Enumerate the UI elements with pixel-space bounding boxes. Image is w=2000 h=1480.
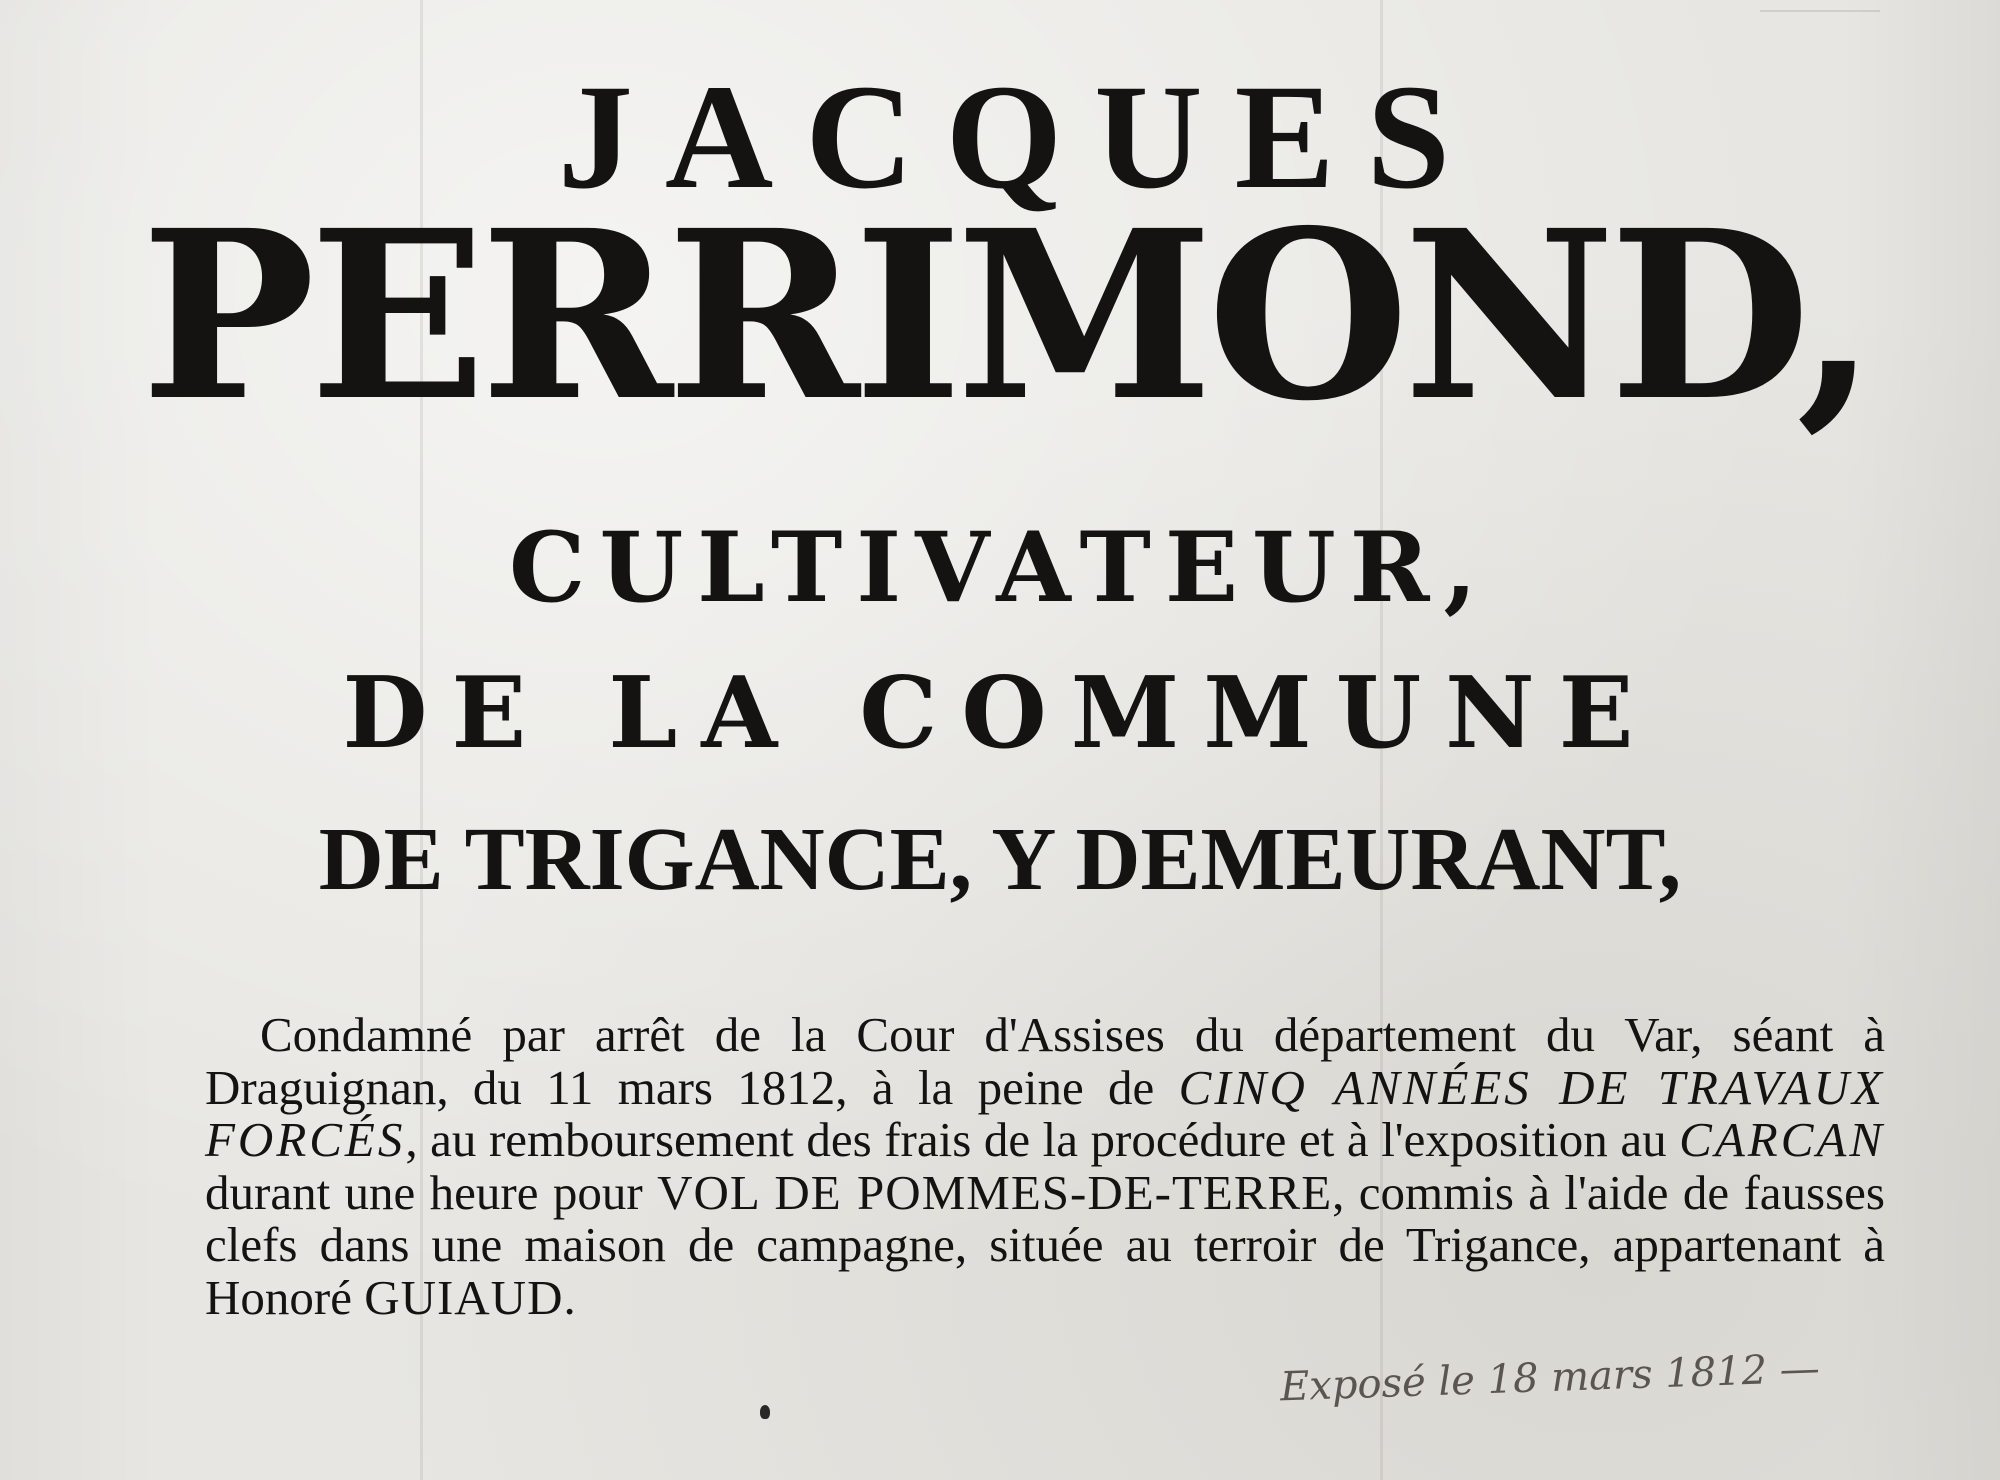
- residence-heading: DE TRIGANCE, Y DEMEURANT,: [318, 810, 1682, 909]
- first-name-heading: JACQUES: [557, 54, 1483, 220]
- commune-heading: DE LA COMMUNE: [342, 656, 1658, 771]
- surname-heading: PERRIMOND,: [140, 179, 1872, 452]
- ink-spot: [760, 1405, 770, 1419]
- sentence-text-2: , au remboursement des frais de la procédure et à l'exposition au: [405, 1112, 1667, 1167]
- sentence-text-4: , commis à l'aide de fausses clefs dans une maison de campagne, située au terroir de Trigance, appartenant à Honoré: [205, 1164, 1886, 1325]
- occupation-heading: CULTIVATEUR,: [509, 511, 1491, 624]
- sentence-text-5: .: [563, 1269, 576, 1325]
- sentence-penalty: CINQ ANNÉES DE TRAVAUX FORCÉS: [205, 1059, 1885, 1167]
- sentence-carcan: CARCAN: [1679, 1112, 1886, 1167]
- sentence-owner: GUIAUD: [364, 1269, 564, 1325]
- sentence-text-3: durant une heure pour: [205, 1164, 643, 1220]
- faint-ink-mark: [1760, 10, 1880, 30]
- sentence-text-1: Condamné par arrêt de la Cour d'Assises du département du Var, séant à Draguignan, du 11 mars 1812, à la peine de: [205, 1007, 1885, 1115]
- sentence-crime: VOL DE POMMES-DE-TERRE: [657, 1164, 1333, 1220]
- sentence-paragraph: [205, 1009, 1885, 1324]
- handwritten-annotation: Exposé le 18 mars 1812 —: [1279, 1345, 1821, 1411]
